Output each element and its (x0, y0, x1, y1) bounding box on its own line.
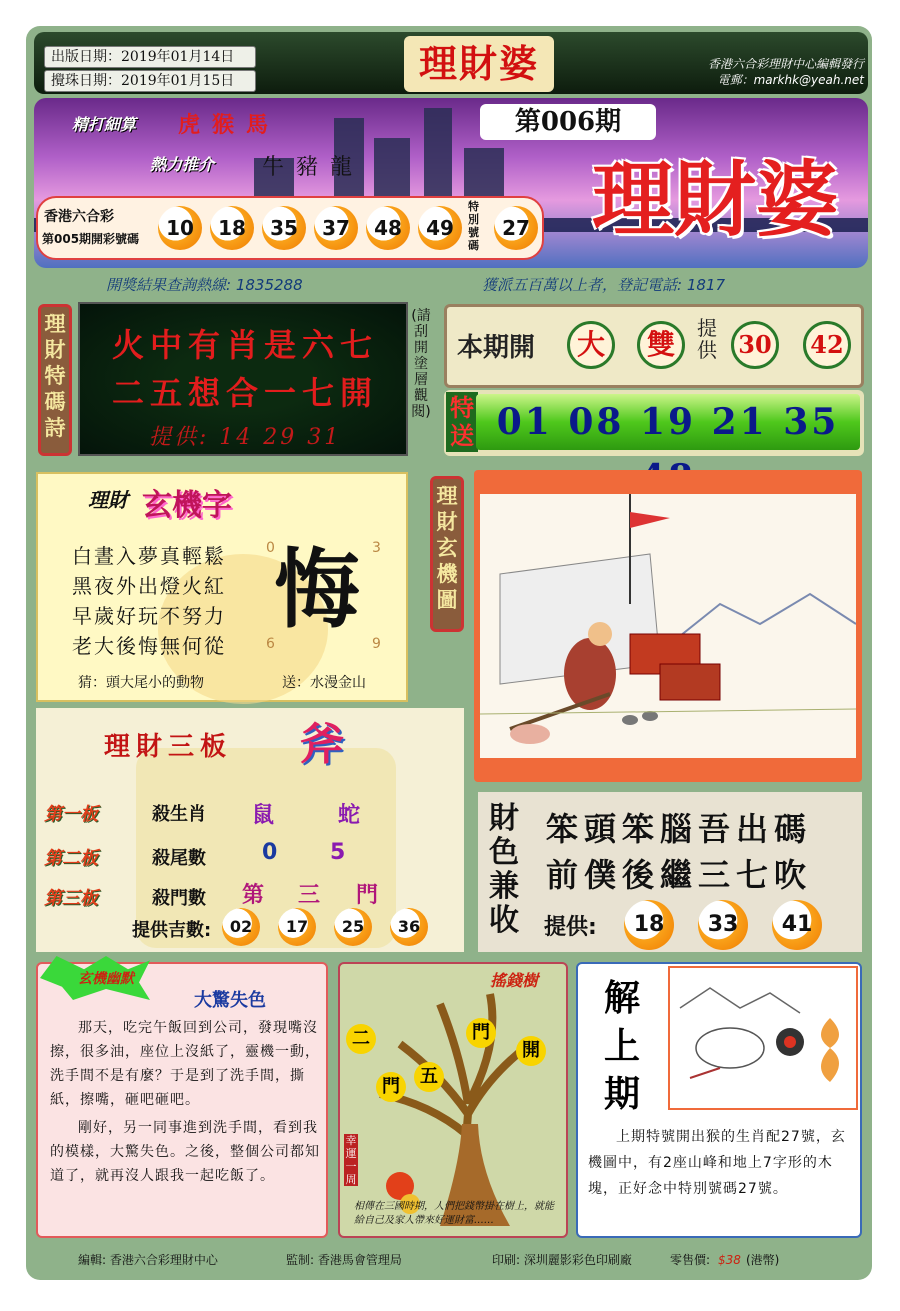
corner-number: 3 (372, 540, 381, 556)
mystery-send: 送：水漫金山 (282, 675, 366, 691)
mystery-line: 白晝入夢真輕鬆 (72, 544, 226, 568)
special-ball: 27 (494, 206, 538, 250)
lucky-ball: 02 (222, 908, 260, 946)
both-line-2: 前僕後繼三七吹 (546, 856, 813, 894)
lotto-ball: 35 (262, 206, 306, 250)
footer-supervisor: 監制: 香港馬會管理局 (286, 1253, 402, 1267)
lotto-issue: 第005期開彩號碼 (42, 232, 140, 246)
footer-price-unit: (港幣) (746, 1253, 780, 1267)
mystery-picture (480, 494, 856, 758)
precise-label: 精打細算 (72, 115, 137, 134)
both-line-1: 笨頭笨腦吾出碼 (546, 810, 813, 848)
mystery-guess: 猜：頭大尾小的動物 (78, 675, 204, 691)
poem-provide: 提供: 14 29 31 (148, 425, 342, 450)
email: 電郵：markhk@yeah.net (717, 73, 864, 87)
last-period-picture (668, 966, 858, 1110)
publisher: 香港六合彩理財中心編輯發行 (707, 57, 864, 71)
footer (30, 1248, 870, 1272)
joke-badge: 玄機幽默 (78, 971, 134, 987)
both-ball: 18 (624, 900, 674, 950)
lotto-ball: 49 (418, 206, 462, 250)
special-numbers: 01 08 19 21 35 (476, 394, 860, 450)
both-ball: 33 (698, 900, 748, 950)
axe-key-1: 殺生肖 (152, 804, 206, 825)
provide-number: 30 (731, 321, 779, 369)
poem-box (78, 302, 408, 456)
joke-box (36, 962, 328, 1238)
mystery-title-big: 玄機字 (142, 488, 232, 523)
poem-line-1: 火中有肖是六七 (111, 326, 378, 364)
winning-numbers-bar (36, 196, 544, 260)
tree-caption: 相傳在三國時期，人們把錢幣掛在樹上，就能給自己及家人帶來好運財富…… (354, 1201, 554, 1226)
tree-fruit: 門 (376, 1072, 406, 1102)
lucky-ball: 25 (334, 908, 372, 946)
both-side-title: 財色兼收 (489, 801, 519, 938)
both-ball: 41 (772, 900, 822, 950)
corner-number: 0 (266, 540, 275, 556)
footer-price-label: 零售價: (670, 1253, 711, 1267)
axes-title: 理財三板 (104, 732, 233, 762)
lotto-ball: 37 (314, 206, 358, 250)
footer-price: $38 (718, 1253, 741, 1267)
axe-value: 第 (242, 883, 265, 908)
axe-label-1: 第一板 (44, 804, 98, 825)
corner-number: 6 (266, 636, 275, 652)
lucky-ball: 36 (390, 908, 428, 946)
footer-editor: 編輯: 香港六合彩理財中心 (78, 1253, 218, 1267)
mystery-line: 老大後悔無何從 (72, 634, 226, 658)
precise-zodiacs: 虎猴馬 (178, 112, 281, 138)
draw-date: 攪珠日期：2019年01月15日 (44, 70, 256, 92)
publisher-info (640, 56, 864, 88)
scratch-note: (請刮開塗層觀閱) (411, 308, 431, 420)
hot-zodiacs: 牛豬龍 (262, 155, 365, 180)
mystery-illustration (480, 494, 856, 758)
tree-fruit: 開 (516, 1036, 546, 1066)
axe-value: 0 (262, 840, 278, 865)
provide-number: 42 (803, 321, 851, 369)
result-hotline: 開獎結果查詢熱線: 1835288 (106, 276, 303, 294)
big-circle: 大 (567, 321, 615, 369)
footer-printer: 印刷: 深圳麗影彩色印刷廠 (492, 1253, 632, 1267)
axe-key-3: 殺門數 (152, 888, 206, 909)
joke-title: 大驚失色 (194, 990, 266, 1011)
open-panel (444, 304, 864, 388)
big-brand-title: 理財婆 (591, 152, 838, 248)
axe-key-2: 殺尾數 (152, 848, 206, 869)
tree-vertical-label: 幸運一周 (345, 1134, 357, 1186)
both-box (478, 792, 862, 952)
mystery-picture-badge: 理財玄機圖 (430, 476, 464, 632)
last-illustration (670, 968, 856, 1108)
money-tree-title: 搖錢樹 (490, 971, 539, 990)
brand-title: 理財婆 (404, 36, 554, 92)
double-circle: 雙 (637, 321, 685, 369)
lotto-ball: 48 (366, 206, 410, 250)
lucky-label: 提供吉數: (132, 920, 212, 941)
money-tree-illustration (340, 964, 566, 1236)
poem-badge: 理財特碼詩 (38, 304, 72, 456)
publish-date: 出版日期：2019年01月14日 (44, 46, 256, 68)
axes-title-char: 斧 (300, 719, 344, 770)
poem-line-2: 二五想合一七開 (111, 374, 378, 412)
axe-value: 5 (330, 840, 346, 865)
lucky-ball: 17 (278, 908, 316, 946)
corner-number: 9 (372, 636, 381, 652)
joke-paragraph-1: 那天，吃完午飯回到公司，發現嘴沒擦，很多油，座位上沒紙了，靈機一動，洗手間不是有麼？于是到了洗手間，撕紙，擦嘴，砸吧砸吧。 (50, 1020, 320, 1108)
mystery-line: 早歲好玩不努力 (72, 604, 226, 628)
provide-label: 提供 (697, 316, 717, 362)
hot-label: 熱力推介 (150, 155, 215, 174)
open-label: 本期開 (457, 333, 536, 363)
axe-label-3: 第三板 (44, 888, 98, 909)
register-hotline: 獲派五百萬以上者，登記電話: 1817 (482, 276, 725, 294)
mystery-char: 悔 (274, 540, 360, 640)
last-period-text: 上期特號開出猴的生肖配27號，玄機圖中，有2座山峰和地上7字形的木塊，正好念中特別號碼27號。 (588, 1129, 846, 1197)
joke-paragraph-2: 剛好，另一同事進到洗手間，看到我的模樣，大驚失色。之後，整個公司都知道了，就再沒人跟我一起吃飯了。 (50, 1120, 320, 1184)
lotto-ball: 18 (210, 206, 254, 250)
special-tag: 特送 (446, 392, 478, 452)
lotto-label: 香港六合彩 (44, 209, 114, 225)
issue-number: 第006期 (480, 104, 656, 140)
axe-value: 三 (298, 883, 321, 908)
special-number-label: 特別號碼 (468, 200, 479, 252)
axe-label-2: 第二板 (44, 848, 98, 869)
axe-value: 鼠 (252, 803, 275, 828)
tree-fruit: 二 (346, 1024, 376, 1054)
last-period-title: 解上期 (603, 977, 640, 1115)
axe-value: 門 (356, 883, 379, 908)
lotto-ball: 10 (158, 206, 202, 250)
tree-fruit: 五 (414, 1062, 444, 1092)
mystery-line: 黑夜外出燈火紅 (72, 574, 226, 598)
mystery-title-small: 理財 (88, 488, 128, 512)
both-provide: 提供: (544, 915, 597, 940)
tree-fruit: 門 (466, 1018, 496, 1048)
money-tree-box (338, 962, 568, 1238)
axe-value: 蛇 (338, 803, 361, 828)
